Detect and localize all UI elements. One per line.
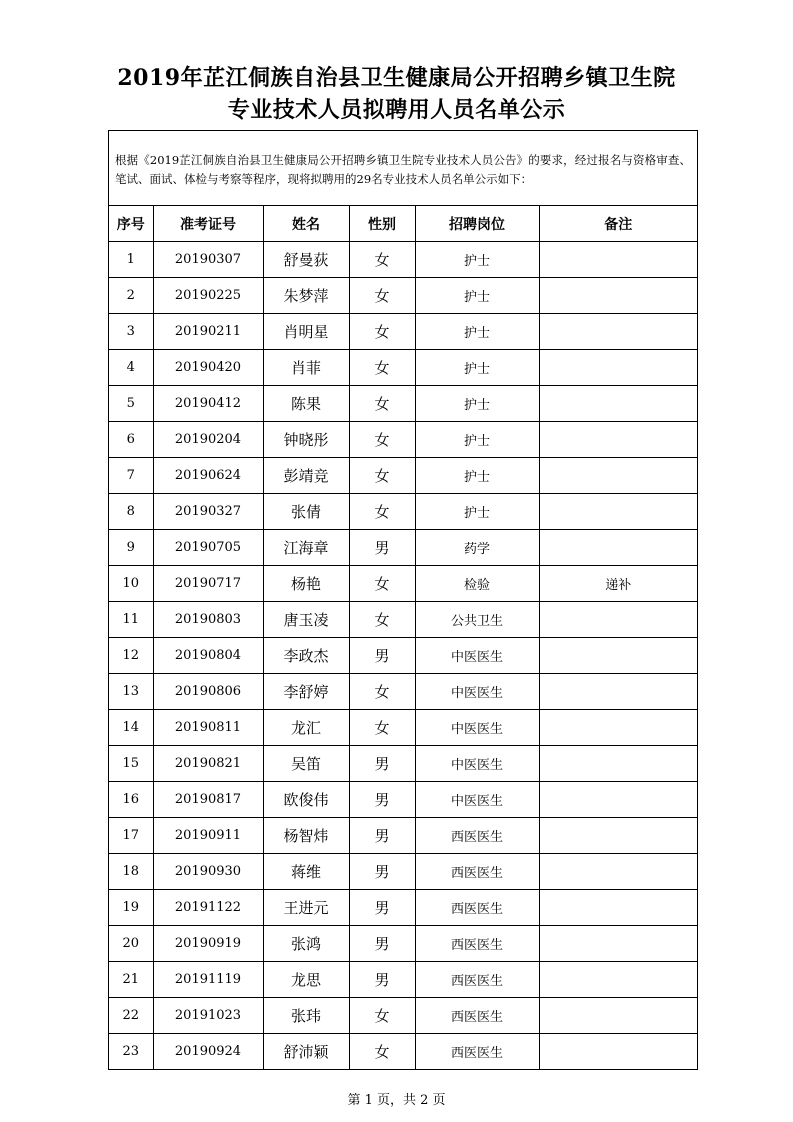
cell-gender: 男 — [349, 962, 415, 998]
cell-ticket-number: 20190717 — [153, 566, 263, 602]
cell-post: 中医医生 — [415, 674, 539, 710]
cell-seq: 3 — [109, 314, 153, 350]
table-row — [109, 566, 697, 602]
cell-remark — [539, 782, 697, 818]
table-row — [109, 890, 697, 926]
document-title-line-2: 专业技术人员拟聘用人员名单公示 — [227, 97, 566, 123]
cell-remark — [539, 278, 697, 314]
cell-ticket-number: 20191119 — [153, 962, 263, 998]
cell-post: 护士 — [415, 278, 539, 314]
cell-seq: 8 — [109, 494, 153, 530]
cell-remark — [539, 710, 697, 746]
cell-name: 肖明星 — [263, 314, 349, 350]
cell-remark: 递补 — [539, 566, 697, 602]
cell-name: 陈果 — [263, 386, 349, 422]
cell-gender: 女 — [349, 674, 415, 710]
cell-seq: 10 — [109, 566, 153, 602]
cell-name: 舒曼荻 — [263, 242, 349, 278]
cell-post: 药学 — [415, 530, 539, 566]
cell-seq: 9 — [109, 530, 153, 566]
cell-gender: 男 — [349, 782, 415, 818]
cell-name: 肖菲 — [263, 350, 349, 386]
table-row — [109, 602, 697, 638]
cell-ticket-number: 20190327 — [153, 494, 263, 530]
cell-gender: 男 — [349, 818, 415, 854]
cell-post: 检验 — [415, 566, 539, 602]
cell-seq: 12 — [109, 638, 153, 674]
cell-remark — [539, 350, 697, 386]
document-title-line-1: 2019年芷江侗族自治县卫生健康局公开招聘乡镇卫生院 — [117, 65, 676, 91]
cell-gender: 女 — [349, 494, 415, 530]
cell-ticket-number: 20190930 — [153, 854, 263, 890]
cell-name: 王进元 — [263, 890, 349, 926]
cell-ticket-number: 20191023 — [153, 998, 263, 1034]
table-row — [109, 458, 697, 494]
header-gender: 性别 — [349, 206, 415, 242]
cell-ticket-number: 20190307 — [153, 242, 263, 278]
cell-remark — [539, 674, 697, 710]
table-row — [109, 674, 697, 710]
cell-post: 护士 — [415, 422, 539, 458]
cell-gender: 男 — [349, 530, 415, 566]
cell-ticket-number: 20190811 — [153, 710, 263, 746]
cell-ticket-number: 20190225 — [153, 278, 263, 314]
roster-sheet — [108, 130, 698, 1070]
table-row — [109, 530, 697, 566]
cell-gender: 女 — [349, 1034, 415, 1070]
header-name: 姓名 — [263, 206, 349, 242]
cell-seq: 2 — [109, 278, 153, 314]
cell-remark — [539, 386, 697, 422]
header-ticket-number: 准考证号 — [153, 206, 263, 242]
table-row — [109, 926, 697, 962]
cell-gender: 男 — [349, 638, 415, 674]
cell-seq: 4 — [109, 350, 153, 386]
cell-ticket-number: 20191122 — [153, 890, 263, 926]
cell-post: 中医医生 — [415, 782, 539, 818]
cell-gender: 男 — [349, 926, 415, 962]
cell-gender: 男 — [349, 746, 415, 782]
table-row — [109, 962, 697, 998]
intro-paragraph: 根据《2019芷江侗族自治县卫生健康局公开招聘乡镇卫生院专业技术人员公告》的要求，经过报名与资格审查、笔试、面试、体检与考察等程序，现将拟聘用的29名专业技术人员名单公示如下： — [109, 131, 697, 206]
cell-gender: 女 — [349, 422, 415, 458]
roster-table — [109, 206, 697, 1070]
cell-gender: 男 — [349, 890, 415, 926]
table-row — [109, 638, 697, 674]
header-seq: 序号 — [109, 206, 153, 242]
cell-post: 护士 — [415, 494, 539, 530]
table-row — [109, 854, 697, 890]
cell-gender: 女 — [349, 710, 415, 746]
table-row — [109, 386, 697, 422]
table-row — [109, 494, 697, 530]
table-row — [109, 782, 697, 818]
cell-gender: 女 — [349, 386, 415, 422]
cell-seq: 6 — [109, 422, 153, 458]
cell-gender: 女 — [349, 278, 415, 314]
cell-name: 蒋维 — [263, 854, 349, 890]
cell-post: 西医医生 — [415, 854, 539, 890]
cell-ticket-number: 20190924 — [153, 1034, 263, 1070]
header-row — [109, 206, 697, 242]
cell-seq: 16 — [109, 782, 153, 818]
cell-gender: 女 — [349, 602, 415, 638]
cell-ticket-number: 20190806 — [153, 674, 263, 710]
cell-gender: 女 — [349, 350, 415, 386]
cell-post: 中医医生 — [415, 746, 539, 782]
cell-post: 中医医生 — [415, 638, 539, 674]
cell-post: 中医医生 — [415, 710, 539, 746]
cell-remark — [539, 422, 697, 458]
cell-name: 龙汇 — [263, 710, 349, 746]
roster-body — [109, 242, 697, 1070]
cell-seq: 15 — [109, 746, 153, 782]
cell-post: 公共卫生 — [415, 602, 539, 638]
cell-seq: 19 — [109, 890, 153, 926]
cell-seq: 5 — [109, 386, 153, 422]
page-footer: 第 1 页，共 2 页 — [347, 1093, 446, 1108]
header-remark: 备注 — [539, 206, 697, 242]
cell-remark — [539, 242, 697, 278]
table-row — [109, 350, 697, 386]
cell-name: 张倩 — [263, 494, 349, 530]
cell-name: 彭靖竞 — [263, 458, 349, 494]
cell-seq: 1 — [109, 242, 153, 278]
table-row — [109, 242, 697, 278]
cell-post: 西医医生 — [415, 818, 539, 854]
cell-post: 护士 — [415, 350, 539, 386]
table-row — [109, 278, 697, 314]
cell-post: 护士 — [415, 242, 539, 278]
cell-ticket-number: 20190817 — [153, 782, 263, 818]
cell-seq: 7 — [109, 458, 153, 494]
table-row — [109, 314, 697, 350]
cell-name: 张鸿 — [263, 926, 349, 962]
table-row — [109, 422, 697, 458]
cell-remark — [539, 890, 697, 926]
cell-name: 欧俊伟 — [263, 782, 349, 818]
cell-name: 钟晓彤 — [263, 422, 349, 458]
cell-seq: 13 — [109, 674, 153, 710]
cell-post: 西医医生 — [415, 926, 539, 962]
cell-remark — [539, 962, 697, 998]
cell-name: 龙思 — [263, 962, 349, 998]
cell-remark — [539, 494, 697, 530]
cell-post: 西医医生 — [415, 890, 539, 926]
cell-seq: 22 — [109, 998, 153, 1034]
cell-seq: 11 — [109, 602, 153, 638]
table-row — [109, 818, 697, 854]
cell-remark — [539, 314, 697, 350]
cell-ticket-number: 20190420 — [153, 350, 263, 386]
cell-remark — [539, 854, 697, 890]
cell-remark — [539, 998, 697, 1034]
cell-ticket-number: 20190804 — [153, 638, 263, 674]
cell-seq: 18 — [109, 854, 153, 890]
cell-ticket-number: 20190821 — [153, 746, 263, 782]
cell-seq: 14 — [109, 710, 153, 746]
cell-name: 张玮 — [263, 998, 349, 1034]
table-row — [109, 1034, 697, 1070]
cell-remark — [539, 1034, 697, 1070]
cell-ticket-number: 20190705 — [153, 530, 263, 566]
cell-remark — [539, 458, 697, 494]
cell-name: 杨智炜 — [263, 818, 349, 854]
cell-name: 舒沛颖 — [263, 1034, 349, 1070]
cell-post: 护士 — [415, 458, 539, 494]
cell-remark — [539, 530, 697, 566]
cell-post: 西医医生 — [415, 1034, 539, 1070]
table-row — [109, 998, 697, 1034]
cell-ticket-number: 20190803 — [153, 602, 263, 638]
cell-gender: 女 — [349, 314, 415, 350]
cell-gender: 女 — [349, 566, 415, 602]
cell-remark — [539, 926, 697, 962]
cell-gender: 女 — [349, 998, 415, 1034]
cell-post: 护士 — [415, 386, 539, 422]
cell-name: 朱梦萍 — [263, 278, 349, 314]
cell-name: 江海章 — [263, 530, 349, 566]
cell-ticket-number: 20190911 — [153, 818, 263, 854]
cell-seq: 20 — [109, 926, 153, 962]
cell-ticket-number: 20190919 — [153, 926, 263, 962]
cell-gender: 男 — [349, 854, 415, 890]
cell-seq: 23 — [109, 1034, 153, 1070]
cell-post: 护士 — [415, 314, 539, 350]
table-row — [109, 710, 697, 746]
cell-seq: 21 — [109, 962, 153, 998]
cell-name: 李舒婷 — [263, 674, 349, 710]
cell-seq: 17 — [109, 818, 153, 854]
cell-post: 西医医生 — [415, 962, 539, 998]
table-row — [109, 746, 697, 782]
header-post: 招聘岗位 — [415, 206, 539, 242]
cell-name: 杨艳 — [263, 566, 349, 602]
cell-remark — [539, 602, 697, 638]
cell-name: 吴笛 — [263, 746, 349, 782]
cell-remark — [539, 746, 697, 782]
cell-ticket-number: 20190211 — [153, 314, 263, 350]
cell-ticket-number: 20190412 — [153, 386, 263, 422]
cell-remark — [539, 638, 697, 674]
cell-post: 西医医生 — [415, 998, 539, 1034]
cell-ticket-number: 20190624 — [153, 458, 263, 494]
cell-ticket-number: 20190204 — [153, 422, 263, 458]
cell-name: 唐玉凌 — [263, 602, 349, 638]
cell-remark — [539, 818, 697, 854]
cell-gender: 女 — [349, 458, 415, 494]
cell-name: 李政杰 — [263, 638, 349, 674]
cell-gender: 女 — [349, 242, 415, 278]
